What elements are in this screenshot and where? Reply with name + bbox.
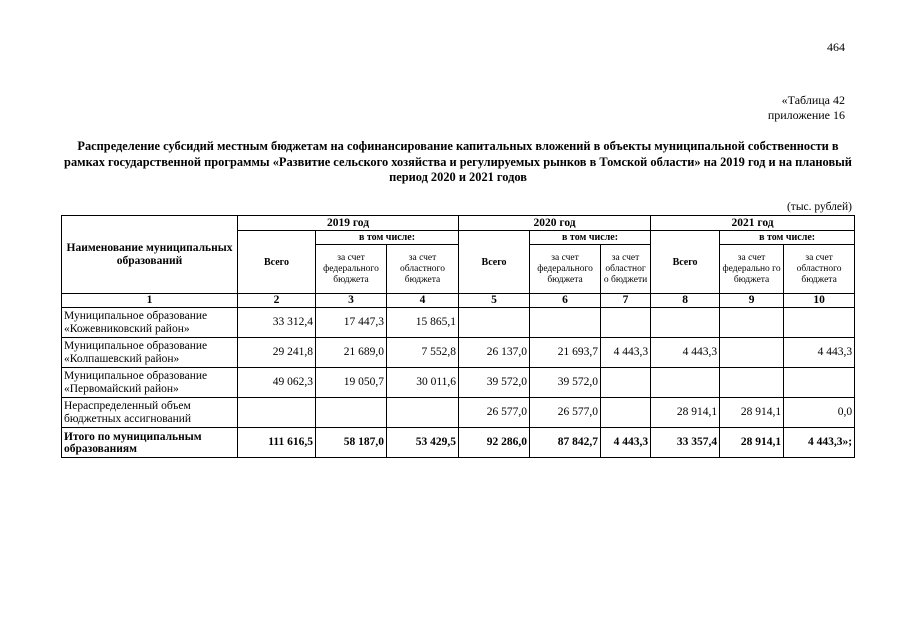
total-header-2021: Всего [651, 231, 720, 294]
column-number: 7 [601, 294, 651, 308]
total-value-cell: 33 357,4 [651, 428, 720, 458]
column-number: 9 [720, 294, 784, 308]
year-header-2020: 2020 год [459, 216, 651, 231]
value-cell: 0,0 [784, 398, 855, 428]
value-cell [651, 308, 720, 338]
value-cell [720, 368, 784, 398]
municipality-name: Муниципальное образование «Первомайский район» [62, 368, 238, 398]
table-row [62, 368, 855, 398]
value-cell: 26 137,0 [459, 338, 530, 368]
table-row [62, 308, 855, 338]
value-cell: 30 011,6 [387, 368, 459, 398]
including-header-2020: в том числе: [530, 231, 651, 245]
value-cell: 28 914,1 [720, 398, 784, 428]
page-number: 464 [827, 40, 845, 54]
value-cell: 49 062,3 [238, 368, 316, 398]
appendix-number: приложение 16 [767, 108, 845, 122]
value-cell [238, 398, 316, 428]
total-value-cell: 4 443,3»; [784, 428, 855, 458]
including-header-2021: в том числе: [720, 231, 855, 245]
total-value-cell: 28 914,1 [720, 428, 784, 458]
total-value-cell: 58 187,0 [316, 428, 387, 458]
value-cell [784, 368, 855, 398]
value-cell: 19 050,7 [316, 368, 387, 398]
value-cell: 4 443,3 [784, 338, 855, 368]
column-number: 1 [62, 294, 238, 308]
value-cell: 28 914,1 [651, 398, 720, 428]
value-cell [459, 308, 530, 338]
total-value-cell: 53 429,5 [387, 428, 459, 458]
value-cell: 29 241,8 [238, 338, 316, 368]
total-row [62, 428, 855, 458]
column-number: 2 [238, 294, 316, 308]
total-header-2019: Всего [238, 231, 316, 294]
value-cell: 4 443,3 [601, 338, 651, 368]
value-cell: 21 693,7 [530, 338, 601, 368]
federal-budget-header-2020: за счет федерального бюджета [530, 245, 601, 294]
value-cell: 26 577,0 [530, 398, 601, 428]
value-cell: 15 865,1 [387, 308, 459, 338]
column-number: 8 [651, 294, 720, 308]
value-cell [720, 308, 784, 338]
total-value-cell: 4 443,3 [601, 428, 651, 458]
value-cell [530, 308, 601, 338]
units-note: (тыс. рублей) [786, 201, 852, 213]
value-cell: 39 572,0 [459, 368, 530, 398]
value-cell [387, 398, 459, 428]
value-cell [316, 398, 387, 428]
value-cell: 26 577,0 [459, 398, 530, 428]
value-cell [784, 308, 855, 338]
table-number: «Таблица 42 [781, 93, 845, 107]
total-header-2020: Всего [459, 231, 530, 294]
value-cell [720, 338, 784, 368]
value-cell: 21 689,0 [316, 338, 387, 368]
value-cell: 39 572,0 [530, 368, 601, 398]
name-column-header: Наименование муниципальных образований [62, 216, 238, 294]
regional-budget-header-2019: за счет областного бюджета [387, 245, 459, 294]
table-row [62, 398, 855, 428]
year-header-2019: 2019 год [238, 216, 459, 231]
column-number: 6 [530, 294, 601, 308]
total-row-label: Итого по муниципальным образованиям [62, 428, 238, 458]
including-header-2019: в том числе: [316, 231, 459, 245]
value-cell: 4 443,3 [651, 338, 720, 368]
regional-budget-header-2021: за счет областного бюджета [784, 245, 855, 294]
value-cell: 33 312,4 [238, 308, 316, 338]
column-number: 5 [459, 294, 530, 308]
value-cell: 7 552,8 [387, 338, 459, 368]
column-number: 4 [387, 294, 459, 308]
federal-budget-header-2021: за счет федерально го бюджета [720, 245, 784, 294]
total-value-cell: 87 842,7 [530, 428, 601, 458]
value-cell [601, 398, 651, 428]
value-cell: 17 447,3 [316, 308, 387, 338]
column-number: 3 [316, 294, 387, 308]
municipality-name: Муниципальное образование «Колпашевский район» [62, 338, 238, 368]
document-title: Распределение субсидий местным бюджетам на софинансирование капитальных вложений в объекты муниципальной собственности в рамках государственной программы «Развитие сельского хозяйства и регулируемых рынков в Томской области» на 2019 год и на плановый период 2020 и 2021 годов [64, 139, 852, 184]
value-cell [601, 368, 651, 398]
table-reference [768, 93, 845, 123]
column-number: 10 [784, 294, 855, 308]
regional-budget-header-2020: за счет областног о бюджети [601, 245, 651, 294]
value-cell [651, 368, 720, 398]
total-value-cell: 92 286,0 [459, 428, 530, 458]
subsidy-table [61, 215, 855, 458]
value-cell [601, 308, 651, 338]
federal-budget-header-2019: за счет федерального бюджета [316, 245, 387, 294]
total-value-cell: 111 616,5 [238, 428, 316, 458]
table-row [62, 338, 855, 368]
municipality-name: Нераспределенный объем бюджетных ассигнований [62, 398, 238, 428]
municipality-name: Муниципальное образование «Кожевниковский район» [62, 308, 238, 338]
column-number-row [62, 294, 855, 308]
year-header-2021: 2021 год [651, 216, 855, 231]
